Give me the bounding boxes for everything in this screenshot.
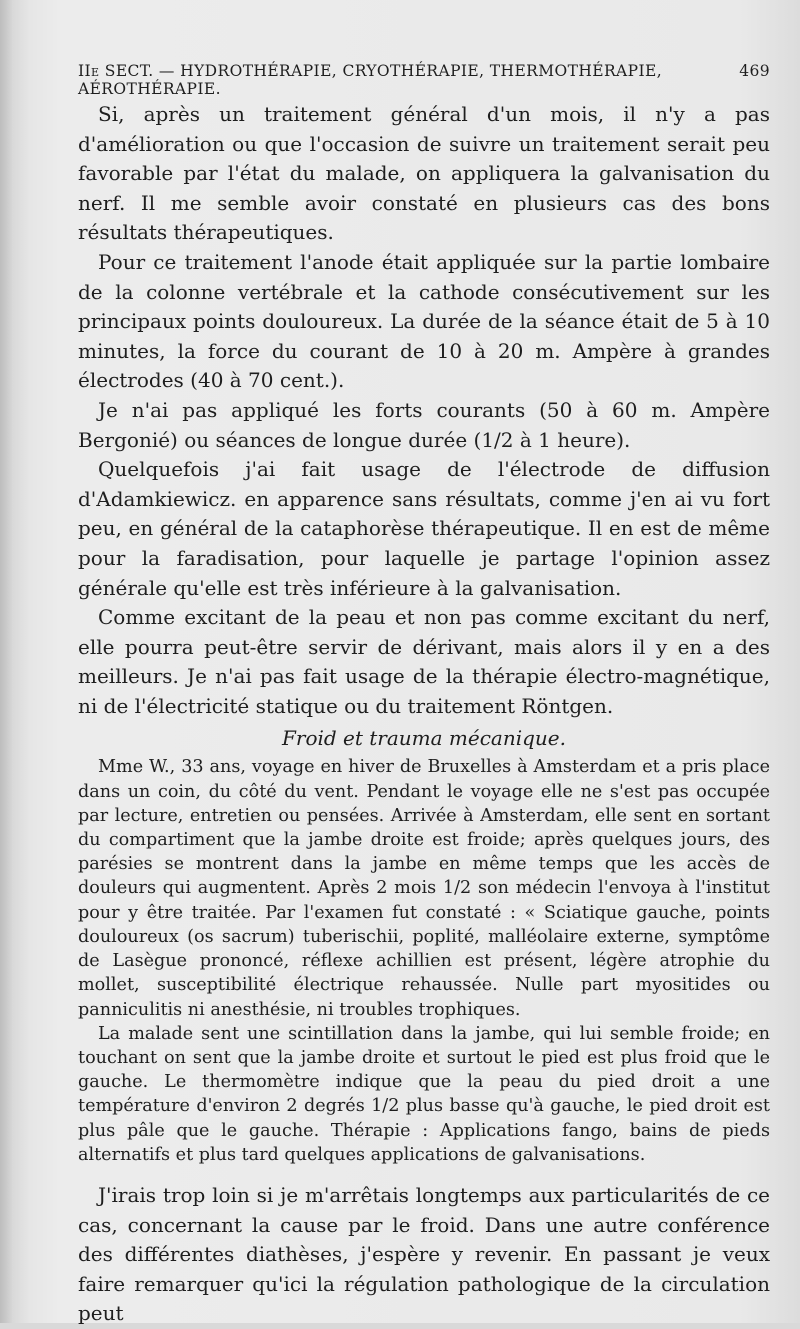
page-number: 469 (739, 62, 770, 80)
main-text (78, 100, 770, 721)
closing-text (78, 1181, 770, 1329)
section-title: Froid et trauma mécanique. (282, 726, 566, 751)
case-report (78, 755, 770, 1166)
paragraph: Comme excitant de la peau et non pas comme excitant du nerf, elle pourra peut-être servir de dérivant, mais alors il y en a des meilleurs. Je n'ai pas fait usage de la thérapie électro-magnétique, ni de l'électricité statique ou du traitement Röntgen. (78, 605, 770, 718)
case-paragraph: La malade sent une scintillation dans la jambe, qui lui semble froide; en touchant on sent que la jambe droite et surtout le pied est plus froid que le gauche. Le thermomètre indique que la peau du pied droit a une température d'environ 2 degrés 1/2 plus basse qu'à gauche, le pied droit est plus pâle que le gauche. Thérapie : Applications fango, bains de pieds alternatifs et plus tard quelques applications de galvanisations. (78, 1023, 770, 1165)
paragraph: Pour ce traitement l'anode était appliquée sur la partie lombaire de la colonne vertébrale et la cathode consécutivement sur les principaux points douloureux. La durée de la séance était de 5 à 10 minutes, la force du courant de 10 à 20 m. Ampère à grandes électrodes (40 à 70 cent.). (78, 249, 770, 393)
paragraph: J'irais trop loin si je m'arrêtais longtemps aux particularités de ce cas, concernant la cause par le froid. Dans une autre conférence des différentes diathèses, j'espère y revenir. En passant je veux faire remarquer qu'ici la régulation pathologique de la circulation peut (78, 1182, 770, 1326)
paragraph: Je n'ai pas appliqué les forts courants (50 à 60 m. Ampère Bergonié) ou séances de longue durée (1/2 à 1 heure). (78, 397, 770, 452)
case-paragraph: Mme W., 33 ans, voyage en hiver de Bruxelles à Amsterdam et a pris place dans un coin, du côté du vent. Pendant le voyage elle ne s'est pas occupée par lecture, entretien ou pensées. Arrivée à Amsterdam, elle sent en sortant du compartiment que la jambe droite est froide; après quelques jours, des parésies se montrent dans la jambe en même temps que les accès de douleurs qui augmentent. Après 2 mois 1/2 son médecin l'envoya à l'institut pour y être traitée. Par l'examen fut constaté : « Sciatique gauche, points douloureux (os sacrum) tuberischii, poplité, malléolaire externe, symptôme de Lasègue prononcé, réflexe achillien est présent, légère atrophie du mollet, susceptibilité électrique rehaussée. Nulle part myositides ou panniculitis ni anesthésie, ni troubles trophiques. (78, 757, 770, 1020)
running-head-title: IIe SECT. — HYDROTHÉRAPIE, CRYOTHÉRAPIE, THERMOTHÉRAPIE, AÉROTHÉRAPIE. (78, 62, 663, 98)
running-head (78, 62, 770, 98)
paragraph: Quelquefois j'ai fait usage de l'électrode de diffusion d'Adamkiewicz. en apparence sans résultats, comme j'en ai vu fort peu, en général de la cataphorèse thérapeutique. Il en est de même pour la faradisation, pour laquelle je partage l'opinion assez générale qu'elle est très inférieure à la galvanisation. (78, 457, 770, 600)
paragraph: Si, après un traitement général d'un mois, il n'y a pas d'amélioration ou que l'occasion de suivre un traitement serait peu favorable par l'état du malade, on appliquera la galvanisation du nerf. Il me semble avoir constaté en plusieurs cas des bons résultats thérapeutiques. (78, 102, 770, 245)
